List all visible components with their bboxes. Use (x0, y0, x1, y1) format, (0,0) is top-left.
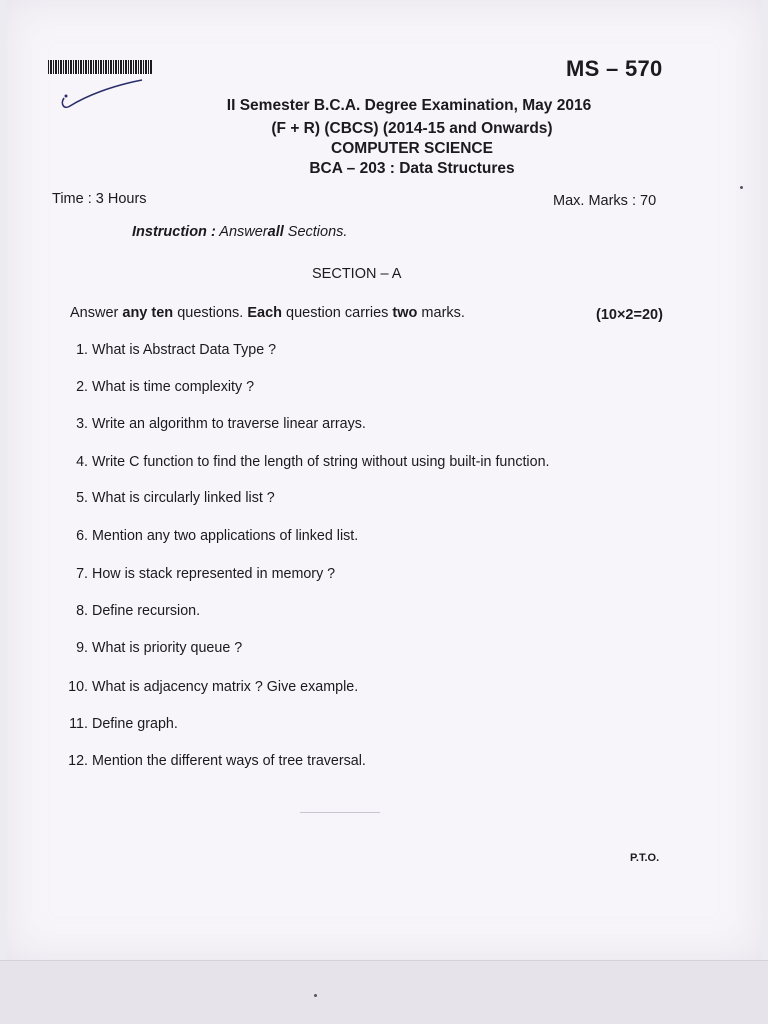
question-number: 1. (76, 342, 88, 358)
question-number: 9. (76, 640, 88, 656)
question-item (62, 640, 242, 656)
answer-bold: two (392, 305, 418, 321)
question-number: 2. (76, 379, 88, 395)
instruction-text-post: Sections. (287, 224, 348, 240)
question-text: What is adjacency matrix ? Give example. (92, 679, 359, 695)
question-text: What is circularly linked list ? (92, 490, 275, 506)
question-text: How is stack represented in memory ? (92, 566, 336, 582)
question-item (62, 716, 178, 732)
question-number: 7. (76, 566, 88, 582)
exam-title: II Semester B.C.A. Degree Examination, May 2016 (226, 97, 592, 114)
question-item (62, 679, 358, 695)
question-text: Write an algorithm to traverse linear arrays. (92, 416, 366, 432)
please-turn-over: P.T.O. (630, 852, 660, 864)
answer-bold: any ten (122, 305, 174, 321)
question-text: Define graph. (92, 716, 178, 732)
question-number: 3. (76, 416, 88, 432)
instruction-text-pre: Answer (219, 224, 268, 240)
question-item (62, 603, 200, 619)
section-title: SECTION – A (312, 266, 402, 282)
paper-code: MS – 570 (566, 56, 663, 81)
section-instruction (70, 305, 465, 321)
question-text: What is Abstract Data Type ? (92, 342, 277, 358)
divider (300, 812, 380, 813)
instruction-text-bold: all (267, 224, 284, 240)
question-number: 10. (68, 679, 88, 695)
question-text: Define recursion. (92, 603, 201, 619)
instruction (132, 224, 347, 240)
question-item (62, 454, 550, 470)
question-item (62, 753, 366, 769)
scan-speck (314, 994, 317, 997)
question-text: What is time complexity ? (92, 379, 255, 395)
subject-title: COMPUTER SCIENCE (331, 140, 493, 157)
question-item (62, 566, 335, 582)
instruction-label: Instruction : (132, 224, 216, 240)
marks-allocation: (10×2=20) (596, 307, 663, 323)
scan-bottom-margin (0, 960, 768, 1024)
barcode (48, 60, 152, 74)
question-item (62, 416, 366, 432)
question-number: 4. (76, 454, 88, 470)
question-number: 12. (68, 753, 88, 769)
question-text: Write C function to find the length of string without using built-in function. (92, 454, 550, 470)
question-text: Mention the different ways of tree traversal. (92, 753, 366, 769)
question-number: 6. (76, 528, 88, 544)
answer-text: question carries (286, 305, 389, 321)
answer-text: questions. (177, 305, 244, 321)
answer-text: marks. (421, 305, 465, 321)
question-number: 8. (76, 603, 88, 619)
answer-text: Answer (70, 305, 119, 321)
scheme-line: (F + R) (CBCS) (2014-15 and Onwards) (271, 120, 553, 137)
question-number: 5. (76, 490, 88, 506)
question-item (62, 342, 276, 358)
question-item (62, 528, 358, 544)
question-text: What is priority queue ? (92, 640, 243, 656)
course-title: BCA – 203 : Data Structures (309, 160, 515, 177)
question-text: Mention any two applications of linked list. (92, 528, 359, 544)
question-item (62, 379, 254, 395)
question-item (62, 490, 275, 506)
time-allowed: Time : 3 Hours (52, 191, 147, 207)
question-number: 11. (69, 716, 88, 732)
scan-speck (740, 186, 743, 189)
max-marks: Max. Marks : 70 (553, 193, 657, 209)
answer-bold: Each (247, 305, 282, 321)
